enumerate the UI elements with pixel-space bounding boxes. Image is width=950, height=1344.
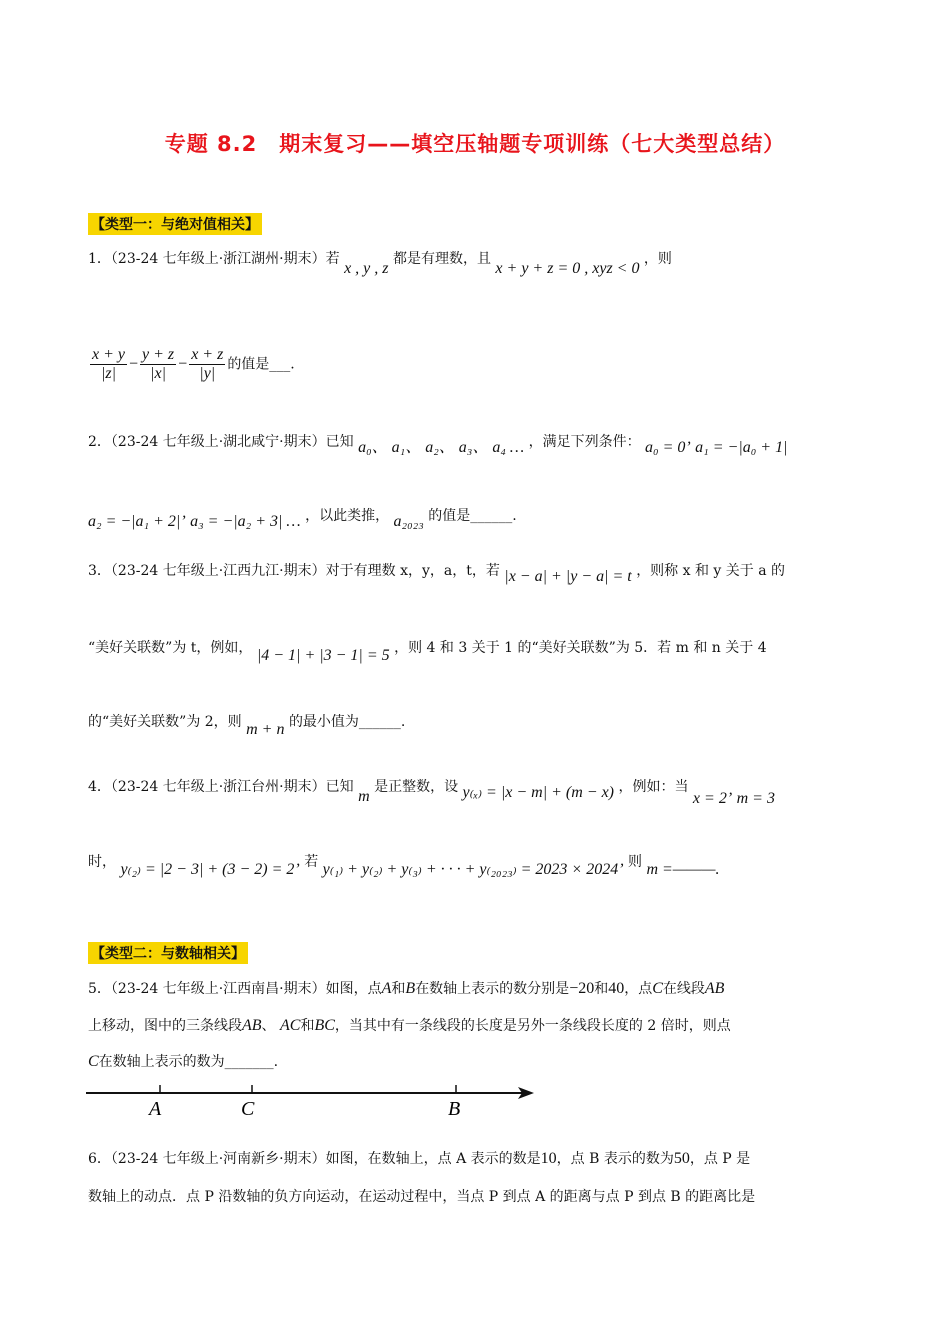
question-3-line-1 <box>88 560 786 585</box>
q5-text-7: 在数轴上表示的数为_______. <box>98 1054 279 1070</box>
q5-text-5: 上移动，图中的三条线段 <box>88 1018 242 1034</box>
question-1-line-1 <box>88 248 672 277</box>
q4-mid3: 若 <box>304 854 319 870</box>
q4-mid2: ，例如：当 <box>618 779 689 795</box>
q5-point-a: A <box>381 980 392 997</box>
q3-line2b: ，则 4 和 3 关于 1 的“美好关联数”为 5．若 m 和 n 关于 4 <box>394 640 767 656</box>
q3-line1: 3．（23-24 七年级上·江西九江·期末）对于有理数 x，y，a，t，若 <box>88 563 500 579</box>
q5-point-c-2: C <box>88 1053 99 1070</box>
q4-example-m: m = 3 <box>736 790 775 807</box>
q4-tail: m =———. <box>646 861 720 878</box>
q5-segment-ab: AB <box>704 980 725 997</box>
q5-text-2: 在数轴上表示的数分别是 <box>415 981 570 997</box>
q4-lead: 4．（23-24 七年级上·浙江台州·期末）已知 <box>88 779 354 795</box>
q3-line2a: “美好关联数”为 t，例如， <box>88 640 253 656</box>
question-3-line-3 <box>88 711 406 738</box>
q3-line3a: 的“美好关联数”为 2，则 <box>88 714 242 730</box>
q1-mid: 都是有理数，且 <box>392 251 491 267</box>
q4-m: m <box>358 788 370 805</box>
q6-text-1: 6．（23-24 七年级上·河南新乡·期末）如图，在数轴上，点 A 表示的数是 <box>88 1151 541 1167</box>
question-3-line-2 <box>88 637 767 664</box>
q1-end: ，则 <box>643 251 672 267</box>
q6-text-3: ，点 P 是 <box>689 1151 751 1167</box>
axis-label-a: A <box>149 1098 162 1120</box>
question-6-line-1 <box>88 1148 750 1168</box>
fraction-1: $\frac{x + y}{|z|}$ <box>92 346 125 382</box>
q1-tail: 的值是___. <box>227 356 295 373</box>
q5-point-c: C <box>652 980 663 997</box>
q5-and: 和 <box>391 981 406 997</box>
q3-expr-2: |4 − 1| + |3 − 1| = 5 <box>256 647 390 664</box>
q5-text-3: ，点 <box>624 981 653 997</box>
q5-seg-2: AC <box>280 1017 301 1034</box>
q3-line1b: ，则称 x 和 y 关于 a 的 <box>636 563 786 579</box>
page-title: 专题 8.2 期末复习——填空压轴题专项训练（七大类型总结） <box>164 132 786 156</box>
q2-cond-3: a₂ = −|a₁ + 2|’ <box>88 513 186 530</box>
number-line-figure <box>86 1080 538 1120</box>
q1-vars: x , y , z <box>344 260 389 277</box>
fraction-2: $\frac{y + z}{|x|}$ <box>142 346 175 382</box>
q2-sequence: a₀、 a₁、 a₂、 a₃、 a₄ … <box>358 439 525 456</box>
q5-value-2: 40 <box>608 980 625 997</box>
q1-condition: x + y + z = 0 , xyz < 0 <box>495 260 640 277</box>
question-5-line-3 <box>88 1051 278 1071</box>
q4-line2a: 时， <box>88 854 116 870</box>
q4-sum: y₍₁₎ + y₍₂₎ + y₍₃₎ + · · · + y₍₂₀₂₃₎ = 2023 × 2024’ <box>322 861 624 878</box>
q5-sep: 、 <box>261 1018 276 1034</box>
q2-target: a₂₀₂₃ <box>393 513 424 530</box>
q6-value-2: 50 <box>673 1150 690 1167</box>
q3-expr-3: m + n <box>246 721 285 738</box>
question-4-line-1 <box>88 776 775 807</box>
q2-lead: 2．（23-24 七年级上·湖北咸宁·期末）已知 <box>88 434 354 450</box>
question-6-line-2: 数轴上的动点．点 P 沿数轴的负方向运动，在运动过程中，当点 P 到点 A 的距离与点 P 到点 B 的距离比是 <box>88 1189 756 1205</box>
question-5-line-1: 5．（23-24 七年级上·江西南昌·期末）如图，点A和B在数轴上表示的数分别是−20和40，点C在线段AB <box>88 980 725 997</box>
q5-text-4: 在线段 <box>662 981 705 997</box>
section-tag-absolute-value: 【类型一：与绝对值相关】 <box>88 213 262 235</box>
section-tag-number-line: 【类型二：与数轴相关】 <box>88 942 248 964</box>
q4-calc: y₍₂₎ = |2 − 3| + (3 − 2) = 2’ <box>120 861 300 878</box>
q4-definition: y₍ₓ₎ = |x − m| + (m − x) <box>462 784 615 801</box>
q4-example-x: x = 2’ <box>692 790 733 807</box>
question-4-line-2 <box>88 851 720 878</box>
fraction-3: $\frac{x + z}{|y|}$ <box>191 346 224 382</box>
axis-label-c: C <box>241 1098 255 1120</box>
axis-label-b: B <box>448 1098 461 1120</box>
q3-line3b: 的最小值为______. <box>288 714 406 730</box>
q2-cond-1: a₀ = 0’ <box>645 439 691 456</box>
q5-text-1: 5．（23-24 七年级上·江西南昌·期末）如图，点 <box>88 981 382 997</box>
q2-mid: ，满足下列条件： <box>528 434 641 450</box>
q1-lead: 1．（23-24 七年级上·浙江湖州·期末）若 <box>88 251 340 267</box>
question-1-line-2: $\frac{x + y}{|z|}$ − $\frac{y + z}{|x|}$ − $\frac{x + z}{|y|}$ 的值是___. <box>92 346 295 382</box>
q5-seg-3: BC <box>314 1017 335 1034</box>
q6-text-2: ，点 B 表示的数为 <box>556 1151 674 1167</box>
q3-expr-1: |x − a| + |y − a| = t <box>504 568 632 585</box>
q4-mid: 是正整数，设 <box>374 779 459 795</box>
question-2-line-2 <box>88 505 517 530</box>
q6-value-1: 10 <box>540 1150 557 1167</box>
question-2-line-1 <box>88 428 788 456</box>
q2-mid2: ，以此类推， <box>305 508 390 524</box>
q5-text-6: ，当其中有一条线段的长度是另外一条线段长度的 2 倍时，则点 <box>334 1018 731 1034</box>
q5-seg-1: AB <box>242 1017 262 1034</box>
q5-value-1: −20 <box>569 980 595 997</box>
q2-tail: 的值是______. <box>428 508 517 524</box>
question-5-line-2: 上移动，图中的三条线段AB、 AC和BC，当其中有一条线段的长度是另外一条线段长度的 2 倍时，则点 <box>88 1017 731 1034</box>
q2-cond-4: a₃ = −|a₂ + 3| … <box>190 513 301 530</box>
q4-mid4: 则 <box>628 854 642 870</box>
q2-cond-2: a₁ = −|a₀ + 1| <box>695 439 788 456</box>
q5-point-b: B <box>405 980 416 997</box>
